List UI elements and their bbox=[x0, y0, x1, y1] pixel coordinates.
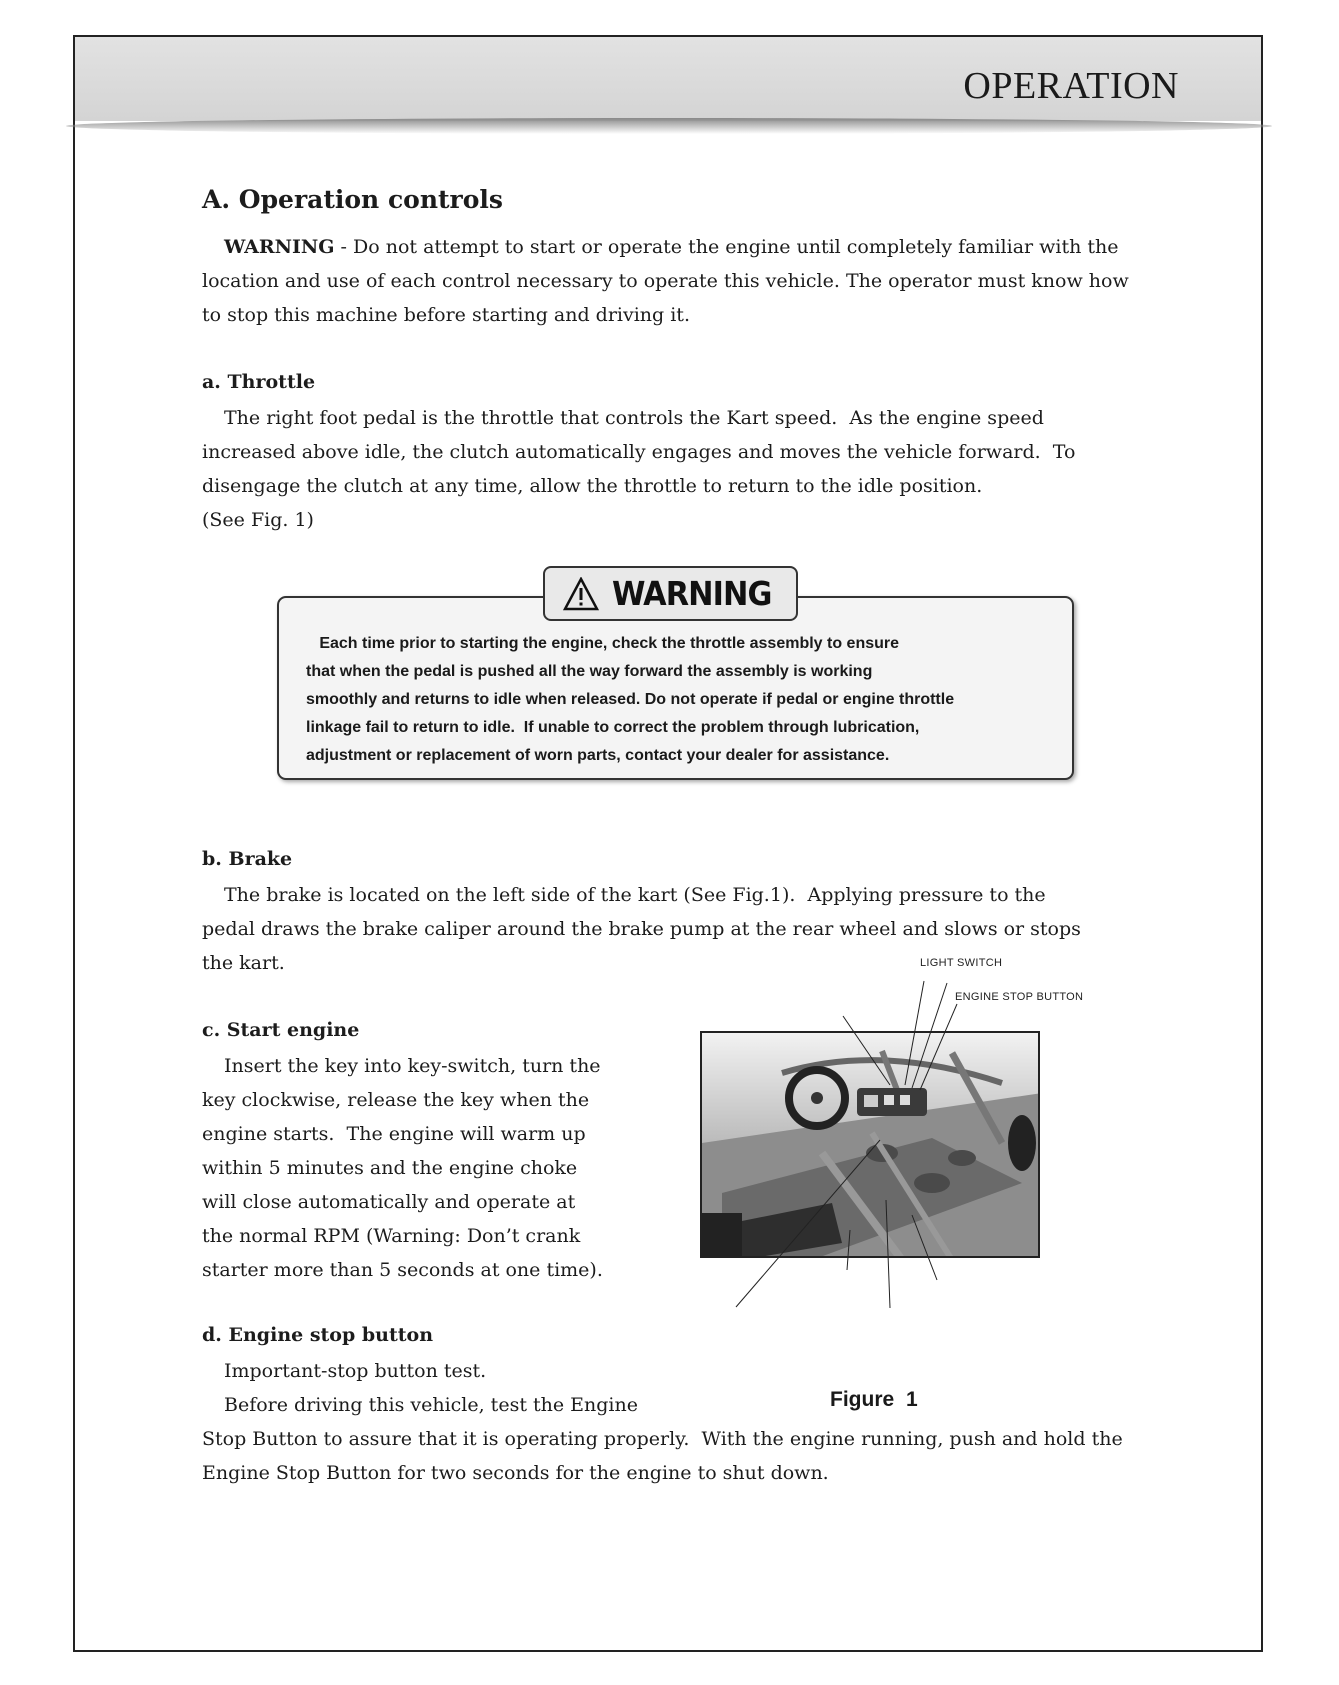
start-engine-line: starter more than 5 seconds at one time). bbox=[202, 1259, 603, 1281]
brake-line: pedal draws the brake caliper around the brake pump at the rear wheel and slows or stops bbox=[202, 918, 1081, 940]
intro-line: location and use of each control necessary to operate this vehicle. The operator must know how bbox=[202, 270, 1129, 292]
warning-line: Each time prior to starting the engine, check the throttle assembly to ensure bbox=[306, 635, 900, 652]
warning-label: WARNING bbox=[611, 574, 772, 613]
intro-warning-lead: WARNING bbox=[224, 236, 335, 258]
warning-line: that when the pedal is pushed all the way forward the assembly is working bbox=[306, 663, 873, 680]
throttle-line: disengage the clutch at any time, allow the throttle to return to the idle position. bbox=[202, 475, 983, 497]
brake-line: The brake is located on the left side of the kart (See Fig.1). Applying pressure to the bbox=[224, 884, 1046, 906]
start-engine-line: Insert the key into key-switch, turn the bbox=[224, 1055, 601, 1077]
engine-stop-line: Before driving this vehicle, test the Engine bbox=[224, 1394, 638, 1416]
section-title: A. Operation controls bbox=[202, 185, 503, 214]
light-switch-label: LIGHT SWITCH bbox=[920, 957, 1003, 969]
start-engine-line: within 5 minutes and the engine choke bbox=[202, 1157, 578, 1179]
engine-stop-line: Stop Button to assure that it is operating properly. With the engine running, push and hold the bbox=[202, 1428, 1123, 1450]
start-engine-line: will close automatically and operate at bbox=[202, 1191, 576, 1213]
figure-caption: Figure 1 bbox=[830, 1388, 918, 1411]
engine-stop-heading: d. Engine stop button bbox=[202, 1324, 434, 1346]
page-header-title: OPERATION bbox=[963, 65, 1179, 107]
throttle-heading: a. Throttle bbox=[202, 371, 316, 393]
start-engine-line: engine starts. The engine will warm up bbox=[202, 1123, 586, 1145]
brake-heading: b. Brake bbox=[202, 848, 293, 870]
start-engine-heading: c. Start engine bbox=[202, 1019, 360, 1041]
warning-line: linkage fail to return to idle. If unable to correct the problem through lubrication, bbox=[306, 719, 920, 736]
start-engine-line: key clockwise, release the key when the bbox=[202, 1089, 590, 1111]
throttle-line: increased above idle, the clutch automatically engages and moves the vehicle forward. To bbox=[202, 441, 1076, 463]
engine-stop-line: Important-stop button test. bbox=[224, 1360, 487, 1382]
intro-line: to stop this machine before starting and driving it. bbox=[202, 304, 690, 326]
throttle-line: (See Fig. 1) bbox=[202, 509, 314, 531]
start-engine-line: the normal RPM (Warning: Don’t crank bbox=[202, 1225, 581, 1247]
warning-line: smoothly and returns to idle when released. Do not operate if pedal or engine throttle bbox=[306, 691, 955, 708]
intro-line: - Do not attempt to start or operate the engine until completely familiar with the bbox=[334, 236, 1119, 258]
throttle-line: The right foot pedal is the throttle that controls the Kart speed. As the engine speed bbox=[224, 407, 1044, 429]
engine-stop-button-label: ENGINE STOP BUTTON bbox=[955, 991, 1084, 1003]
engine-stop-line: Engine Stop Button for two seconds for the engine to shut down. bbox=[202, 1462, 829, 1484]
warning-line: adjustment or replacement of worn parts, contact your dealer for assistance. bbox=[306, 747, 890, 764]
brake-line: the kart. bbox=[202, 952, 285, 974]
